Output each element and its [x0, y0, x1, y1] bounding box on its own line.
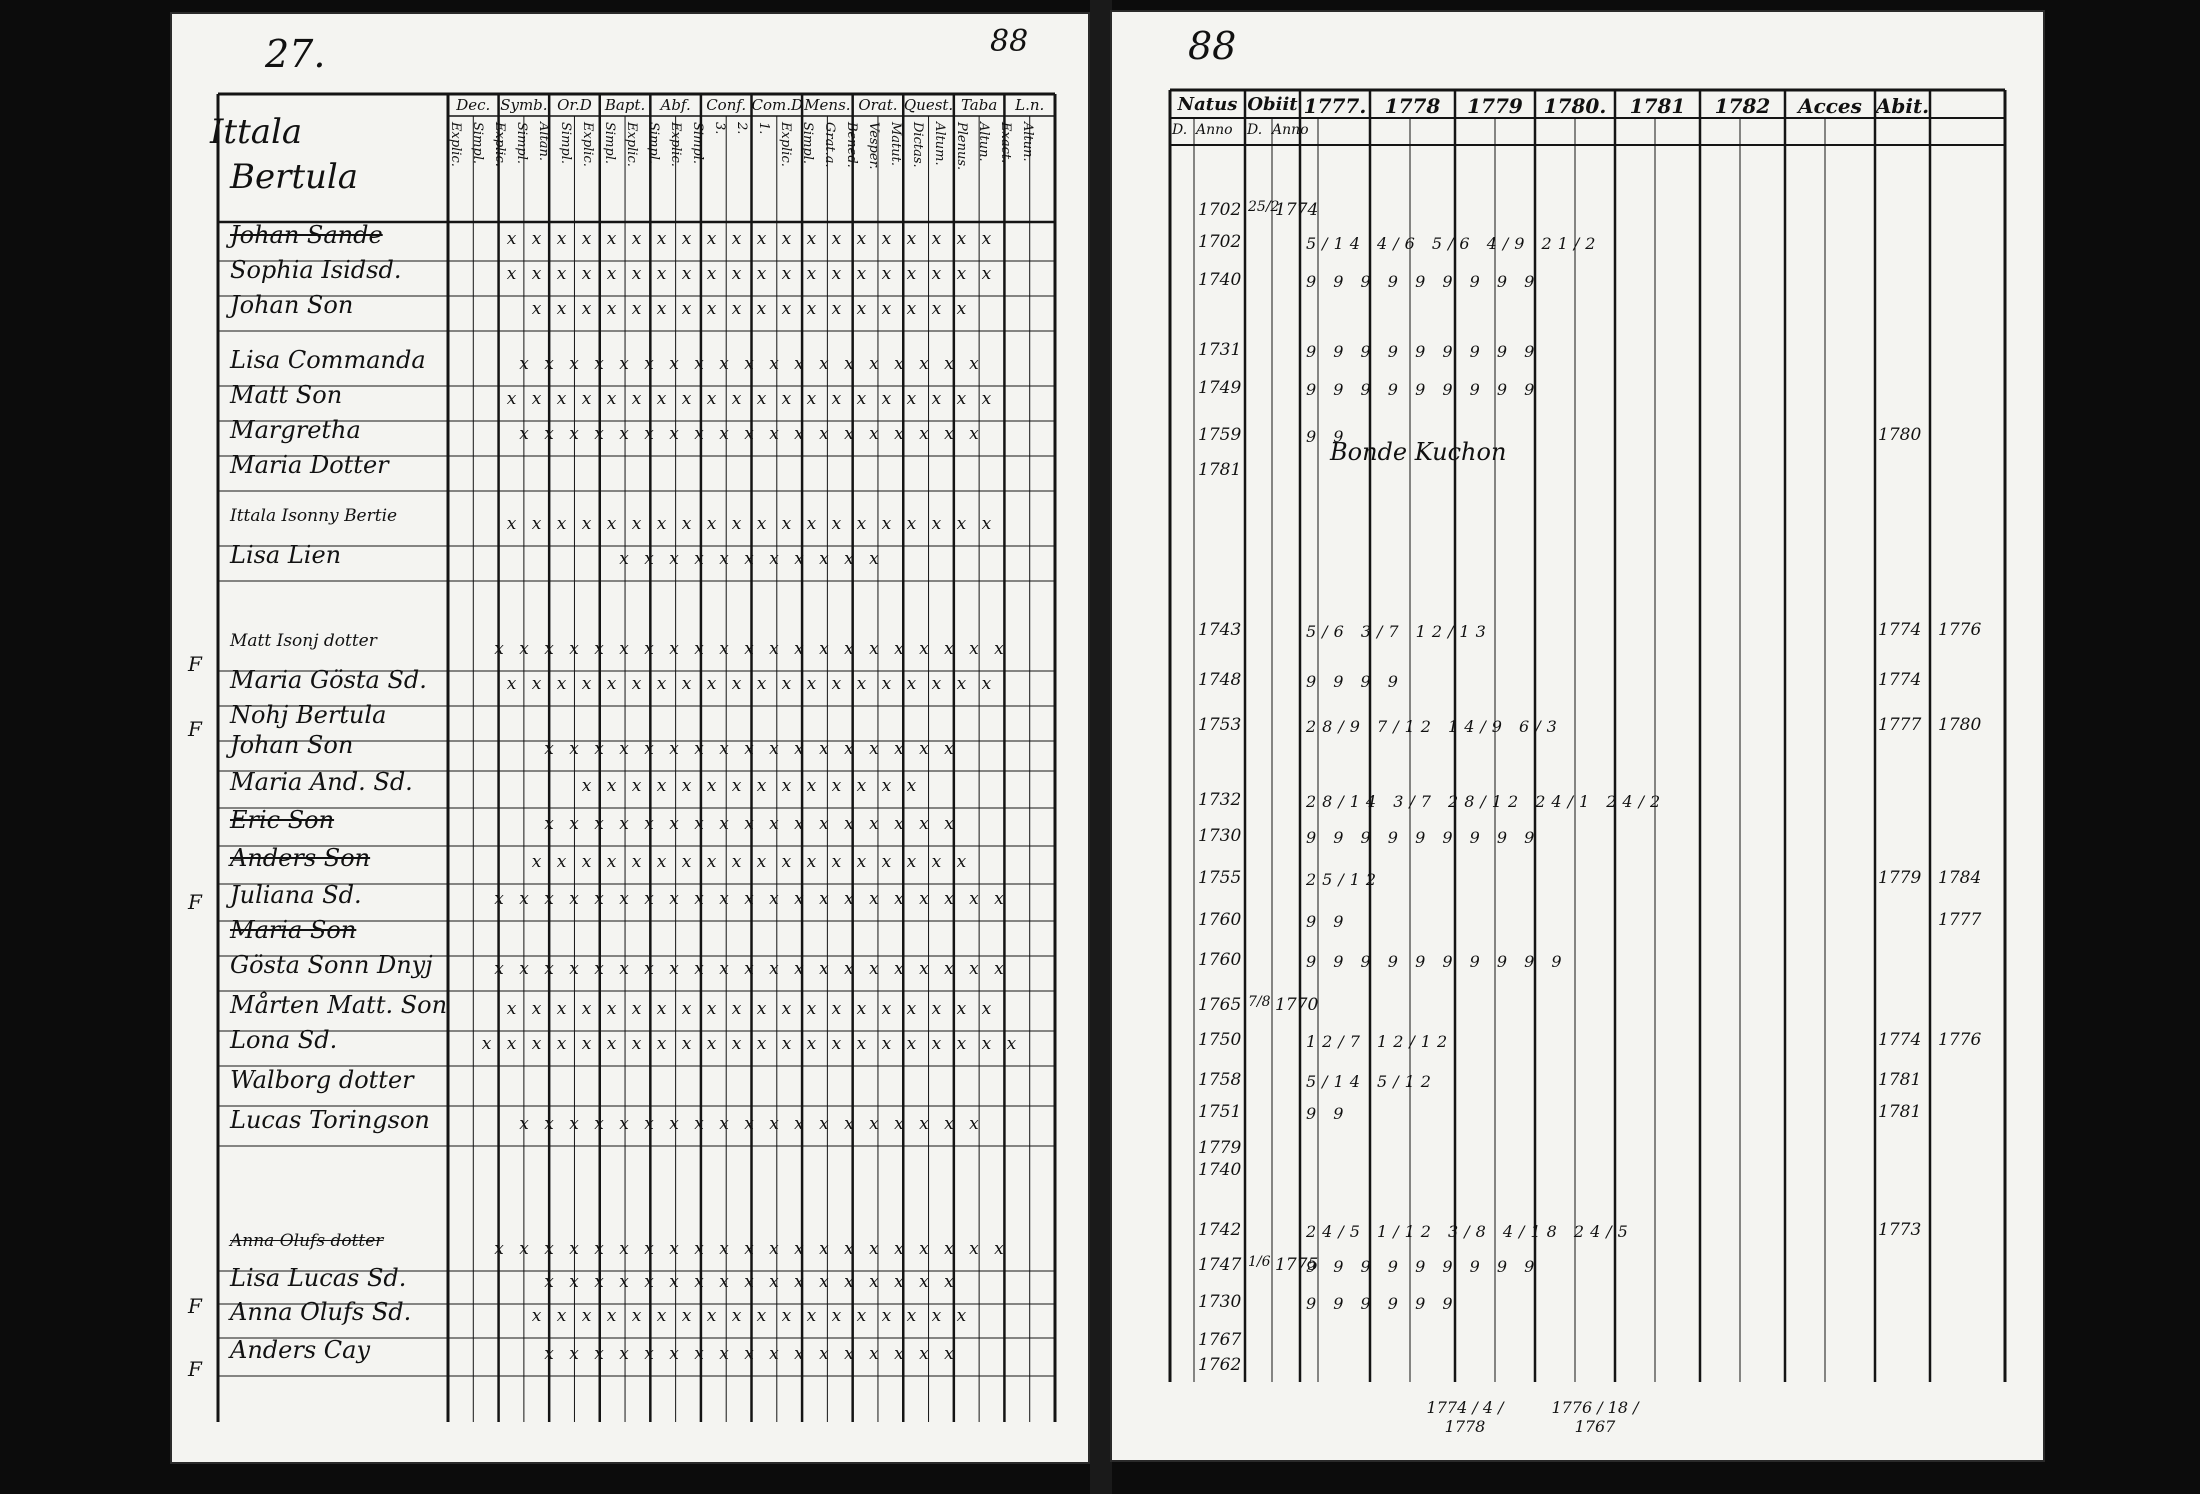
- row-marks: x x x x x x x x x x x x x x x x x x x x: [506, 514, 997, 534]
- row-born-year: 1760: [1198, 950, 1242, 970]
- row-acces: 1780: [1878, 425, 1922, 445]
- left-col-header: Bapt.: [604, 96, 646, 114]
- row-acces: 1774: [1878, 670, 1922, 690]
- row-marks: x x x x x x x x x x x x x x x x x x x x x: [494, 959, 1009, 979]
- left-sub-header: Simpl.: [557, 122, 573, 165]
- row-born-year: 1765: [1198, 995, 1242, 1015]
- row-year-marks: 9 9 9 9 9 9 9 9 9: [1306, 272, 1541, 291]
- left-sub-header: Simpl.: [689, 122, 705, 165]
- right-col-header: 1778: [1384, 94, 1441, 118]
- row-born-year: 1732: [1198, 790, 1242, 810]
- row-born-year: 1730: [1198, 1292, 1242, 1312]
- row-abit: 1780: [1938, 715, 1982, 735]
- row-born-year: 1750: [1198, 1030, 1242, 1050]
- row-marks: x x x x x x x x x x x x x x x x x: [544, 739, 959, 759]
- row-died-year: 1774: [1275, 200, 1319, 220]
- footer-sum-2: 1776 / 18 / 1767: [1551, 1398, 1639, 1436]
- row-year-marks: 9 9: [1306, 1104, 1350, 1123]
- row-marks: x x x x x x x x x x x x x x x x x x: [531, 299, 972, 319]
- row-name: Maria Son: [230, 916, 357, 944]
- right-col-header: Obiit: [1247, 94, 1298, 115]
- left-col-header: Quest.: [903, 96, 954, 114]
- left-col-header: Mens.: [804, 96, 851, 114]
- row-born-year: 1730: [1198, 826, 1242, 846]
- left-col-header: Com.D: [751, 96, 804, 114]
- row-marks: x x x x x x x x x x x: [619, 549, 884, 569]
- row-name: Anders Son: [230, 844, 371, 872]
- row-name: Matt Son: [230, 381, 343, 409]
- row-born-year: 1731: [1198, 340, 1242, 360]
- right-sub-header: Anno: [1272, 122, 1309, 138]
- right-col-header: 1782: [1714, 94, 1771, 118]
- row-name: Anders Cay: [230, 1336, 371, 1364]
- row-name: Gösta Sonn Dnyj: [230, 951, 433, 979]
- row-name: Johan Son: [230, 731, 354, 759]
- left-sub-header: Explic.: [448, 122, 463, 167]
- left-col-header: L.n.: [1015, 96, 1045, 114]
- left-sub-header: Explic.: [623, 122, 639, 167]
- row-name: Lona Sd.: [230, 1026, 338, 1054]
- row-born-year: 1758: [1198, 1070, 1242, 1090]
- row-year-marks: 9 9 9 9 9 9: [1306, 1294, 1459, 1313]
- left-sub-header: Simpl.: [513, 122, 529, 165]
- row-name: Walborg dotter: [230, 1066, 414, 1094]
- left-sub-header: Vesper.: [865, 122, 881, 170]
- left-sub-header: 3.: [711, 122, 727, 135]
- left-sub-header: Altan.: [535, 122, 551, 162]
- row-name: Anna Olufs Sd.: [230, 1298, 412, 1326]
- left-sub-header: Simpl.: [645, 122, 661, 165]
- left-col-header: Dec.: [456, 96, 491, 114]
- row-died-day: 7/8: [1248, 994, 1271, 1010]
- row-name: Juliana Sd.: [230, 881, 362, 909]
- row-marks: x x x x x x x x x x x x x x x x x x x x x: [494, 1239, 1009, 1259]
- right-col-header: Acces: [1798, 94, 1862, 118]
- row-marks: x x x x x x x x x x x x x x x x x x x x x x: [481, 1034, 1022, 1054]
- row-year-marks: 24/5 1/12 3/8 4/18 24/5: [1306, 1222, 1634, 1241]
- left-col-header: Orat.: [858, 96, 898, 114]
- row-name: Maria Gösta Sd.: [230, 666, 427, 694]
- right-page-number: 88: [1188, 24, 1237, 68]
- place-heading-1: Ittala: [210, 112, 303, 152]
- row-name: Ittala Isonny Bertie: [230, 506, 398, 526]
- row-born-year: 1755: [1198, 868, 1242, 888]
- left-sub-header: Grat.a.: [821, 122, 837, 168]
- row-born-year: 1740: [1198, 270, 1242, 290]
- row-born-year: 1747: [1198, 1255, 1242, 1275]
- footer-sum-1: 1774 / 4 / 1778: [1426, 1398, 1504, 1436]
- row-acces: 1777: [1878, 715, 1922, 735]
- row-year-marks: 5/14 4/6 5/6 4/9 21/2: [1306, 234, 1602, 253]
- inline-note: Bonde Kuchon: [1330, 438, 1507, 466]
- row-acces: 1781: [1878, 1070, 1922, 1090]
- left-sub-header: Explic.: [777, 122, 793, 167]
- left-sub-header: Simpl.: [469, 122, 485, 165]
- left-col-header: Or.D: [557, 96, 592, 114]
- left-sub-header: 1.: [755, 122, 771, 135]
- row-name: Matt Isonj dotter: [230, 631, 377, 651]
- row-born-year: 1740: [1198, 1160, 1242, 1180]
- right-ruling-grid: [1110, 10, 2045, 1462]
- row-year-marks: 9 9 9 9 9 9 9 9 9 9: [1306, 952, 1568, 971]
- left-col-header: Symb.: [500, 96, 548, 114]
- left-sub-header: Exact.: [997, 122, 1013, 164]
- row-born-year: 1751: [1198, 1102, 1242, 1122]
- row-born-year: 1762: [1198, 1355, 1242, 1375]
- row-born-year: 1748: [1198, 670, 1242, 690]
- side-mark: F: [188, 1357, 202, 1381]
- right-sub-header: Anno: [1196, 122, 1233, 138]
- left-sub-header: 2.: [733, 122, 749, 135]
- row-marks: x x x x x x x x x x x x x x x x x: [544, 814, 959, 834]
- row-year-marks: 5/14 5/12: [1306, 1072, 1437, 1091]
- row-abit: 1777: [1938, 910, 1982, 930]
- row-name: Johan Son: [230, 291, 354, 319]
- side-mark: F: [188, 890, 202, 914]
- row-marks: x x x x x x x x x x x x x x x x x: [544, 1272, 959, 1292]
- row-born-year: 1781: [1198, 460, 1242, 480]
- row-name: Lisa Lien: [230, 541, 342, 569]
- row-name: Maria Dotter: [230, 451, 389, 479]
- row-acces: 1774: [1878, 620, 1922, 640]
- right-col-header: 1780.: [1543, 94, 1607, 118]
- left-corner-mark: 88: [990, 24, 1029, 59]
- row-year-marks: 5/6 3/7 12/13: [1306, 622, 1492, 641]
- row-marks: x x x x x x x x x x x x x x x x x x x x x: [494, 639, 1009, 659]
- place-heading-2: Bertula: [230, 157, 359, 197]
- row-abit: 1776: [1938, 1030, 1982, 1050]
- row-year-marks: 9 9 9 9 9 9 9 9 9: [1306, 1257, 1541, 1276]
- row-marks: x x x x x x x x x x x x x x x x x x x: [519, 1114, 984, 1134]
- left-sub-header: Explic.: [667, 122, 683, 167]
- right-col-header: 1779: [1467, 94, 1523, 118]
- right-col-header: 1777.: [1303, 94, 1367, 118]
- row-marks: x x x x x x x x x x x x x x x x x x: [531, 852, 972, 872]
- row-marks: x x x x x x x x x x x x x x x x x x: [531, 1306, 972, 1326]
- row-name: Lucas Toringson: [230, 1106, 430, 1134]
- row-born-year: 1767: [1198, 1330, 1242, 1350]
- row-marks: x x x x x x x x x x x x x x x x x: [544, 1344, 959, 1364]
- left-sub-header: Bened.: [843, 122, 859, 168]
- left-sub-header: Matut.: [887, 122, 903, 167]
- row-name: Johan Sande: [230, 221, 383, 249]
- left-sub-header: Explic.: [491, 122, 507, 167]
- side-mark: F: [188, 717, 202, 741]
- left-col-header: Taba: [960, 96, 998, 114]
- left-sub-header: Simpl.: [601, 122, 617, 165]
- row-year-marks: 9 9 9 9: [1306, 672, 1404, 691]
- left-col-header: Abf.: [660, 96, 691, 114]
- row-marks: x x x x x x x x x x x x x x x x x x x x: [506, 674, 997, 694]
- row-died-year: 1775: [1275, 1255, 1319, 1275]
- left-page: [170, 12, 1090, 1464]
- row-year-marks: 28/9 7/12 14/9 6/3: [1306, 717, 1563, 736]
- row-born-year: 1759: [1198, 425, 1242, 445]
- row-died-year: 1770: [1275, 995, 1319, 1015]
- row-born-year: 1760: [1198, 910, 1242, 930]
- right-page: [1110, 10, 2045, 1462]
- row-acces: 1774: [1878, 1030, 1922, 1050]
- left-sub-header: Plenus.: [953, 122, 969, 171]
- row-name: Mårten Matt. Son: [230, 991, 448, 1019]
- left-col-header: Conf.: [706, 96, 747, 114]
- row-acces: 1773: [1878, 1220, 1922, 1240]
- left-sub-header: Altun.: [1019, 122, 1035, 162]
- row-year-marks: 9 9 9 9 9 9 9 9 9: [1306, 342, 1541, 361]
- side-mark: F: [188, 652, 202, 676]
- row-name: Sophia Isidsd.: [230, 256, 402, 284]
- row-born-year: 1702: [1198, 232, 1242, 252]
- row-born-year: 1749: [1198, 378, 1242, 398]
- row-marks: x x x x x x x x x x x x x x x x x x x: [519, 354, 984, 374]
- row-name: Lisa Lucas Sd.: [230, 1264, 407, 1292]
- left-sub-header: Altum.: [931, 122, 947, 166]
- row-year-marks: 9 9 9 9 9 9 9 9 9: [1306, 828, 1541, 847]
- row-year-marks: 9 9 9 9 9 9 9 9 9: [1306, 380, 1541, 399]
- row-acces: 1779: [1878, 868, 1922, 888]
- row-marks: x x x x x x x x x x x x x x x x x x x: [519, 424, 984, 444]
- right-sub-header: D.: [1172, 122, 1188, 138]
- row-name: Margretha: [230, 416, 361, 444]
- row-name: Eric Son: [230, 806, 335, 834]
- row-name: Maria And. Sd.: [230, 768, 413, 796]
- row-abit: 1784: [1938, 868, 1982, 888]
- row-died-day: 1/6: [1248, 1254, 1271, 1270]
- row-year-marks: 9 9: [1306, 427, 1350, 446]
- left-sub-header: Explic.: [579, 122, 595, 167]
- right-col-header: 1781: [1629, 94, 1686, 118]
- book-spine-shadow: [1090, 0, 1112, 1494]
- side-mark: F: [188, 1294, 202, 1318]
- row-marks: x x x x x x x x x x x x x x: [581, 776, 922, 796]
- row-marks: x x x x x x x x x x x x x x x x x x x x: [506, 264, 997, 284]
- left-page-number: 27.: [265, 32, 326, 76]
- row-marks: x x x x x x x x x x x x x x x x x x x x: [506, 229, 997, 249]
- left-sub-header: Dictas.: [909, 122, 925, 168]
- row-name: Nohj Bertula: [230, 701, 387, 729]
- row-born-year: 1753: [1198, 715, 1242, 735]
- right-col-header: Natus: [1177, 94, 1238, 115]
- row-marks: x x x x x x x x x x x x x x x x x x x x: [506, 999, 997, 1019]
- row-marks: x x x x x x x x x x x x x x x x x x x x: [506, 389, 997, 409]
- row-born-year: 1702: [1198, 200, 1242, 220]
- left-sub-header: Simpl.: [799, 122, 815, 165]
- row-born-year: 1742: [1198, 1220, 1242, 1240]
- row-died-day: 25/2: [1248, 199, 1280, 215]
- row-marks: x x x x x x x x x x x x x x x x x x x x x: [494, 889, 1009, 909]
- row-born-year: 1779: [1198, 1138, 1242, 1158]
- row-abit: 1776: [1938, 620, 1982, 640]
- row-name: Lisa Commanda: [230, 346, 426, 374]
- right-sub-header: D.: [1247, 122, 1263, 138]
- row-year-marks: 25/12: [1306, 870, 1383, 889]
- row-name: Anna Olufs dotter: [230, 1231, 384, 1251]
- row-born-year: 1743: [1198, 620, 1242, 640]
- right-col-header: Abit.: [1875, 94, 1930, 118]
- row-year-marks: 9 9: [1306, 912, 1350, 931]
- row-year-marks: 12/7 12/12: [1306, 1032, 1454, 1051]
- row-year-marks: 28/14 3/7 28/12 24/1 24/2: [1306, 792, 1667, 811]
- row-acces: 1781: [1878, 1102, 1922, 1122]
- left-sub-header: Altun.: [975, 122, 991, 162]
